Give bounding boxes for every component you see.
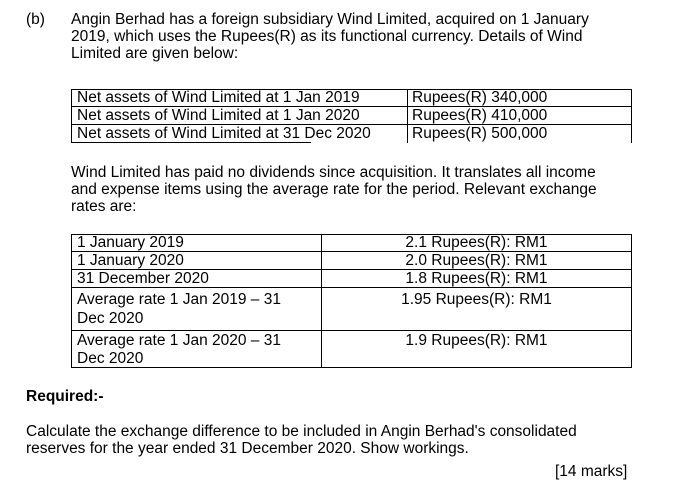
intro-line: Limited are given below:: [71, 45, 239, 62]
net-assets-table: [71, 89, 632, 143]
net-assets-item: Net assets of Wind Limited at 31 Dec 2020: [77, 125, 371, 142]
net-assets-value: Rupees(R) 500,000: [412, 125, 548, 142]
rate-period: 1 January 2019: [77, 234, 184, 251]
intro-paragraph: [71, 11, 631, 62]
exchange-rates-table: [71, 234, 632, 368]
rate-period: Average rate 1 Jan 2020 – 31: [77, 332, 281, 349]
rate-period: 31 December 2020: [77, 270, 209, 287]
net-assets-value: Rupees(R) 340,000: [412, 89, 548, 106]
rate-period: 1 January 2020: [77, 252, 184, 269]
rate-period: Average rate 1 Jan 2019 – 31: [77, 291, 281, 308]
rate-value: 1.8 Rupees(R): RM1: [405, 270, 548, 287]
net-assets-item: Net assets of Wind Limited at 1 Jan 2019: [77, 89, 360, 106]
rate-value: 1.95 Rupees(R): RM1: [401, 291, 552, 308]
marks-label: [14 marks]: [555, 463, 628, 480]
question-line: Calculate the exchange difference to be included in Angin Berhad's consolidated: [26, 423, 577, 440]
rate-value: 1.9 Rupees(R): RM1: [405, 332, 548, 349]
rate-period-continued: Dec 2020: [77, 310, 144, 327]
rates-intro-paragraph: [71, 164, 631, 215]
rate-period-continued: Dec 2020: [77, 350, 144, 367]
rate-value: 2.0 Rupees(R): RM1: [405, 252, 548, 269]
intro-line: Angin Berhad has a foreign subsidiary Wind Limited, acquired on 1 January: [71, 11, 589, 28]
rates-intro-line: rates are:: [71, 198, 137, 215]
question-paragraph: [26, 423, 631, 457]
intro-line: 2019, which uses the Rupees(R) as its functional currency. Details of Wind: [71, 28, 583, 45]
rates-intro-line: Wind Limited has paid no dividends since acquisition. It translates all income: [71, 164, 596, 181]
net-assets-item: Net assets of Wind Limited at 1 Jan 2020: [77, 107, 360, 124]
part-label: (b): [26, 11, 45, 28]
required-heading: Required:-: [26, 388, 104, 405]
net-assets-value: Rupees(R) 410,000: [412, 107, 548, 124]
rate-value: 2.1 Rupees(R): RM1: [405, 234, 548, 251]
question-line: reserves for the year ended 31 December 2020. Show workings.: [26, 440, 469, 457]
rates-intro-line: and expense items using the average rate for the period. Relevant exchange: [71, 181, 597, 198]
